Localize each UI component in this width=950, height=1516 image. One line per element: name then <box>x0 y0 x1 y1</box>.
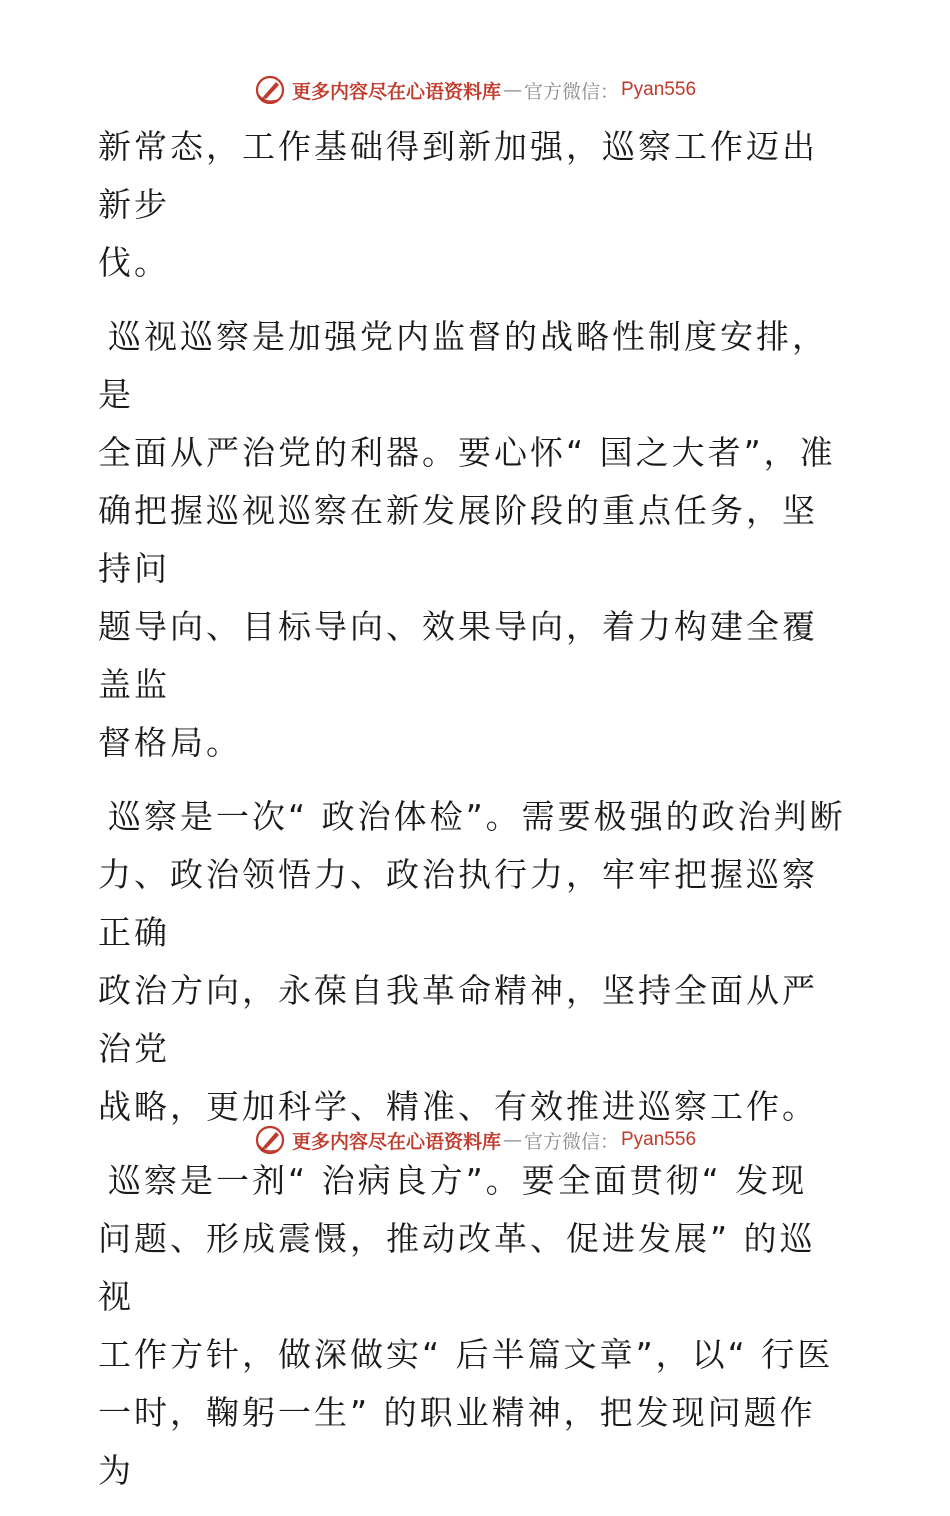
footer-contact-label: 官方微信： <box>523 1130 619 1153</box>
header-contact-label: 官方微信： <box>523 80 619 103</box>
paragraph-1: 新常态，工作基础得到新加强，巡察工作迈出新步 伐。 <box>98 127 818 282</box>
footer-banner <box>0 1120 950 1160</box>
footer-contact-value: Pyan556 <box>621 1129 697 1150</box>
header-banner <box>0 70 950 110</box>
document-body <box>98 118 850 1516</box>
paragraph-4: 巡察是一剂“ 治病良方”。要全面贯彻“ 发现 问题、形成震慑，推动改革、促进发展” 的巡视 工作方针，做深做实“ 后半篇文章”，以“ 行医 一时，鞠躬一生” 的职业精神，把发现问题作为 <box>98 1161 834 1490</box>
footer-site-text: 更多内容尽在心语资料库 <box>291 1130 501 1153</box>
quill-pen-logo-icon <box>254 74 286 106</box>
footer-separator: — <box>502 1129 522 1151</box>
header-contact-value: Pyan556 <box>621 79 697 100</box>
paragraph-3: 巡察是一次“ 政治体检”。需要极强的政治判断 力、政治领悟力、政治执行力，牢牢把握巡察正确 政治方向，永葆自我革命精神，坚持全面从严治党 战略，更加科学、精准、有效推进巡察工作。 <box>98 797 846 1126</box>
quill-pen-logo-icon <box>254 1124 286 1156</box>
paragraph-2: 巡视巡察是加强党内监督的战略性制度安排，是 全面从严治党的利器。要心怀“ 国之大者”，准 确把握巡视巡察在新发展阶段的重点任务，坚持问 题导向、目标导向、效果导向，着力构建全覆盖监 督格局。 <box>98 317 836 762</box>
header-site-text: 更多内容尽在心语资料库 <box>291 80 501 103</box>
header-separator: — <box>502 79 522 101</box>
